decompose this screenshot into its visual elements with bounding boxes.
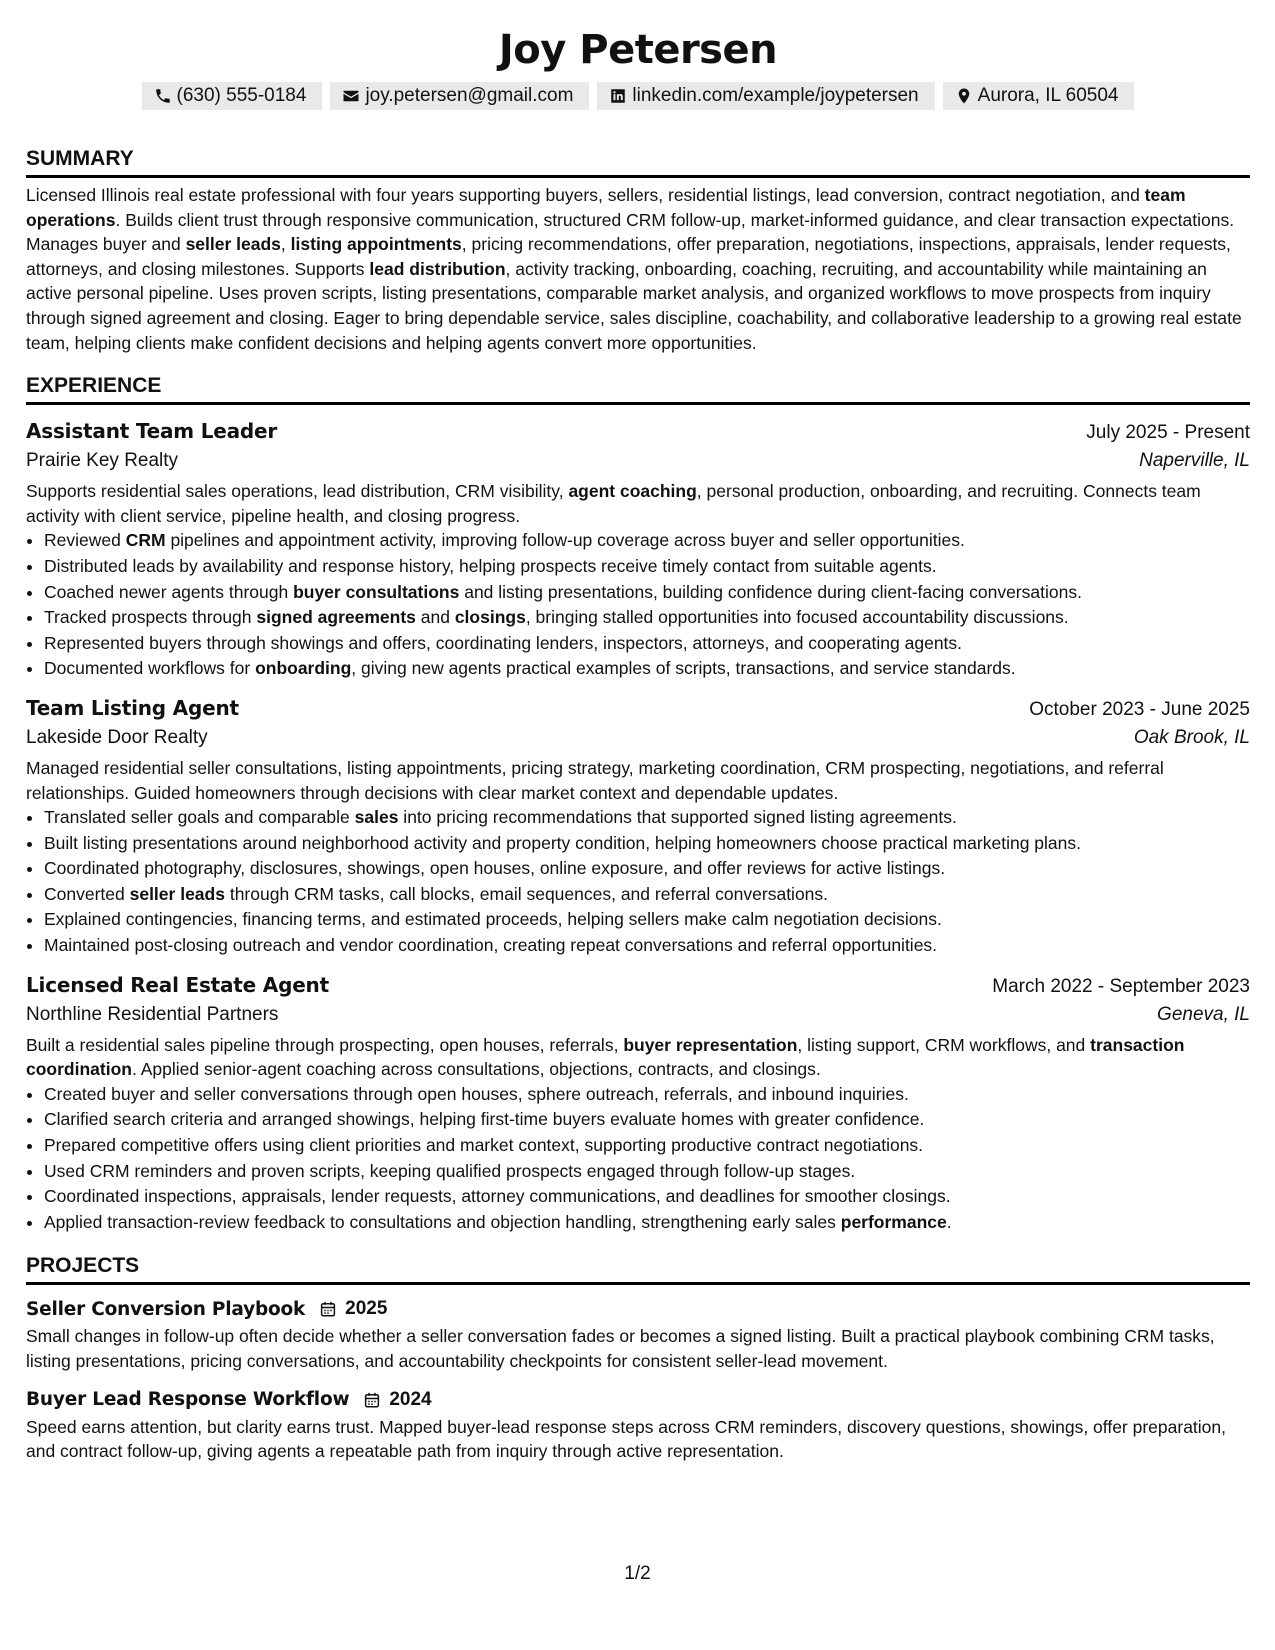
bullet-item [44, 1184, 1250, 1210]
email-text[interactable]: joy.petersen@gmail.com [365, 85, 574, 106]
text-run: Converted [44, 883, 130, 904]
project-name: Buyer Lead Response Workflow [26, 1389, 350, 1411]
page-number: 1/2 [624, 1563, 651, 1584]
bullet-item [44, 580, 1250, 606]
text-run: Prepared competitive offers using client priorities and market context, supporting productive contract negotiations. [44, 1135, 924, 1156]
text-run: Used CRM reminders and proven scripts, keeping qualified prospects engaged through follow-up stages. [44, 1160, 856, 1181]
contact-linkedin[interactable] [597, 82, 934, 110]
project-year: 2024 [389, 1388, 432, 1410]
section-title: EXPERIENCE [26, 374, 162, 398]
section-title: SUMMARY [26, 147, 134, 170]
section-divider [26, 402, 1250, 405]
bold-keyword: sales [354, 807, 399, 828]
section-divider [26, 175, 1250, 178]
text-run: Documented workflows for [44, 658, 256, 679]
project-description: Small changes in follow-up often decide whether a seller conversation fades or becomes a signed listing. Built a practical playbook combining CRM tasks, listing presentations, pricing conversations, and accountability checkpoints for consistent seller-lead movement. [26, 1326, 1215, 1371]
experience-section [26, 373, 1250, 1235]
job-entry [26, 970, 1250, 1236]
text-run: . [946, 1211, 952, 1232]
text-run: Maintained post-closing outreach and vendor coordination, creating repeat conversations and referral opportunities. [44, 935, 938, 956]
job-location: Naperville, IL [1139, 450, 1250, 472]
text-run: Coordinated inspections, appraisals, lender requests, attorney communications, and deadlines for smoother closings. [44, 1186, 951, 1207]
project-entry [26, 1295, 1250, 1373]
text-run: Managed residential seller consultations, listing appointments, pricing strategy, marketing coordination, CRM prospecting, negotiations, and referral relationships. Guided homeowners through decisions with clear market context and dependable updates. [26, 757, 1164, 803]
linkedin-text[interactable]: linkedin.com/example/joypetersen [632, 85, 919, 106]
contact-email[interactable] [330, 82, 589, 110]
text-run: Explained contingencies, financing terms, and estimated proceeds, helping sellers make calm negotiation decisions. [44, 909, 942, 930]
company-name: Prairie Key Realty [26, 450, 179, 472]
job-title: Team Listing Agent [26, 695, 239, 720]
bullet-item [44, 554, 1250, 580]
job-summary [26, 1033, 1250, 1082]
text-run: , pricing recommendations, offer preparation, negotiations, inspections, appraisals, lender requests, attorneys, and closing milestones. Supports [26, 234, 1231, 279]
text-run: into pricing recommendations that supported signed listing agreements. [398, 807, 957, 828]
bold-keyword: lead distribution [369, 258, 506, 279]
text-run: and listing presentations, building confidence during client-facing conversations. [459, 581, 1082, 602]
bullet-item [44, 528, 1250, 554]
text-run: , personal production, onboarding, and recruiting. Connects team activity with client service, pipeline health, and closing progress. [26, 481, 1201, 526]
company-name: Northline Residential Partners [26, 1003, 279, 1025]
project-year: 2025 [345, 1298, 388, 1320]
text-run: Represented buyers through showings and offers, coordinating lenders, inspectors, attorneys, and cooperating agents. [44, 632, 963, 653]
bold-keyword: seller leads [129, 883, 225, 904]
projects-section [26, 1253, 1250, 1463]
bullet-item [44, 656, 1250, 682]
job-summary [26, 756, 1250, 805]
bullet-item [44, 907, 1250, 933]
candidate-name: Joy Petersen [498, 27, 778, 73]
text-run: . Builds client trust through responsive communication, structured CRM follow-up, market-informed guidance, and clear transaction expectations. Manages buyer and [26, 209, 1235, 255]
text-run: , listing support, CRM workflows, and [797, 1034, 1091, 1055]
project-entry [26, 1386, 1250, 1464]
job-entry [26, 416, 1250, 682]
contact-phone [142, 82, 323, 110]
phone-icon [154, 87, 172, 105]
text-run: Built listing presentations around neighborhood activity and property condition, helping homeowners choose practical marketing plans. [44, 832, 1082, 853]
bullet-item [44, 856, 1250, 882]
section-divider [26, 1282, 1250, 1285]
text-run: Reviewed [44, 530, 126, 551]
location-text: Aurora, IL 60504 [977, 85, 1119, 106]
summary-section [26, 146, 1250, 355]
bullet-item [44, 1210, 1250, 1236]
text-run: Coordinated photography, disclosures, showings, open houses, online exposure, and offer reviews for active listings. [44, 858, 946, 879]
bold-keyword: buyer representation [623, 1034, 798, 1055]
calendar-icon [319, 1300, 337, 1318]
contact-location [943, 82, 1135, 110]
job-dates: October 2023 - June 2025 [1029, 698, 1250, 720]
contact-bar [26, 82, 1250, 110]
envelope-icon [342, 87, 360, 105]
bold-keyword: listing appointments [290, 234, 462, 255]
bullet-item [44, 1082, 1250, 1108]
job-title: Licensed Real Estate Agent [26, 972, 329, 997]
job-bullets [26, 1082, 1250, 1236]
job-bullets [26, 805, 1250, 959]
resume-page [26, 0, 1250, 1464]
text-run: pipelines and appointment activity, improving follow-up coverage across buyer and seller opportunities. [165, 530, 965, 551]
job-dates: March 2022 - September 2023 [992, 975, 1250, 997]
text-run: , [280, 234, 291, 255]
bold-keyword: CRM [125, 530, 166, 551]
bold-keyword: transaction coordination [26, 1034, 1185, 1080]
linkedin-icon [609, 87, 627, 105]
job-location: Oak Brook, IL [1133, 726, 1250, 748]
bold-keyword: seller leads [185, 234, 281, 255]
text-run: Clarified search criteria and arranged showings, helping first-time buyers evaluate homes with greater confidence. [44, 1109, 925, 1130]
bullet-item [44, 605, 1250, 631]
map-pin-icon [955, 87, 973, 105]
bold-keyword: buyer consultations [293, 581, 460, 602]
text-run: Tracked prospects through [44, 607, 257, 628]
bold-keyword: performance [840, 1211, 947, 1232]
job-bullets [26, 528, 1250, 682]
bullet-item [44, 1133, 1250, 1159]
project-description: Speed earns attention, but clarity earns trust. Mapped buyer-lead response steps across CRM reminders, discovery questions, showings, offer preparation, and contract follow-up, giving agents a repeatable path from inquiry through active representation. [26, 1416, 1227, 1462]
text-run: Coached newer agents through [44, 581, 294, 602]
text-run: Created buyer and seller conversations through open houses, sphere outreach, referrals, and inbound inquiries. [44, 1083, 909, 1104]
job-title: Assistant Team Leader [26, 419, 278, 444]
text-run: Supports residential sales operations, lead distribution, CRM visibility, [26, 481, 569, 502]
bullet-item [44, 933, 1250, 959]
phone-text: (630) 555-0184 [176, 85, 307, 106]
bold-keyword: closings [454, 607, 526, 628]
bullet-item [44, 882, 1250, 908]
text-run: Translated seller goals and comparable [44, 807, 355, 828]
text-run: Distributed leads by availability and response history, helping prospects receive timely contact from suitable agents. [44, 555, 937, 576]
bullet-item [44, 1159, 1250, 1185]
bold-keyword: signed agreements [256, 607, 416, 628]
job-summary [26, 479, 1250, 528]
bullet-item [44, 805, 1250, 831]
job-dates: July 2025 - Present [1086, 422, 1250, 444]
text-run: , activity tracking, onboarding, coaching, recruiting, and accountability while maintaining an active personal pipeline. Uses proven scripts, listing presentations, comparable market analysis, and organized workflows to move prospects from inquiry through signed agreement and closing. Eager to bring dependable service, sales discipline, coachability, and collaborative leadership to a growing real estate team, helping clients make confident decisions and helping agents convert more opportunities. [26, 258, 1242, 353]
bold-keyword: agent coaching [568, 481, 697, 502]
text-run: . Applied senior-agent coaching across consultations, objections, contracts, and closings. [131, 1059, 821, 1080]
bullet-item [44, 631, 1250, 657]
text-run: , giving new agents practical examples of scripts, transactions, and service standards. [351, 658, 1016, 679]
job-entry [26, 693, 1250, 959]
text-run: Built a residential sales pipeline through prospecting, open houses, referrals, [26, 1034, 624, 1055]
company-name: Lakeside Door Realty [26, 726, 208, 748]
summary-text [26, 183, 1250, 355]
text-run: Applied transaction-review feedback to consultations and objection handling, strengthening early sales [44, 1211, 841, 1232]
text-run: , bringing stalled opportunities into focused accountability discussions. [525, 607, 1069, 628]
bold-keyword: onboarding [255, 658, 352, 679]
project-name: Seller Conversion Playbook [26, 1298, 306, 1320]
job-location: Geneva, IL [1157, 1003, 1250, 1025]
bold-keyword: team operations [26, 185, 1186, 230]
section-title: PROJECTS [26, 1254, 140, 1278]
text-run: through CRM tasks, call blocks, email sequences, and referral conversations. [224, 883, 829, 904]
text-run: Licensed Illinois real estate professional with four years supporting buyers, sellers, residential listings, lead conversion, contract negotiation, and [26, 185, 1145, 205]
calendar-icon [363, 1391, 381, 1409]
bullet-item [44, 1107, 1250, 1133]
text-run: and [415, 607, 455, 628]
bullet-item [44, 831, 1250, 857]
